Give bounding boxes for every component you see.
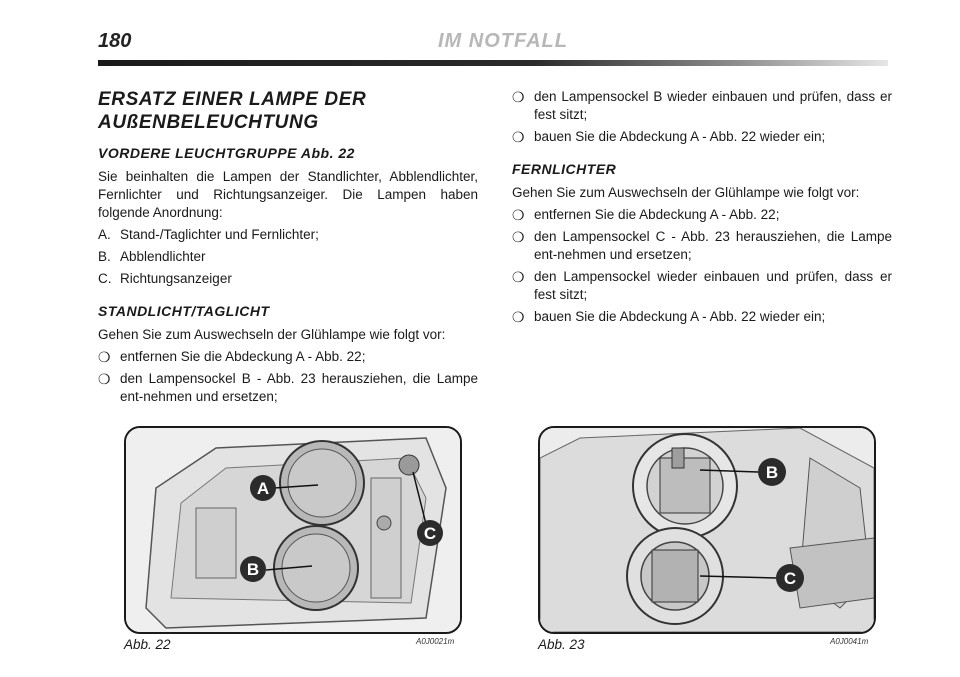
subheading-fernlichter: FERNLICHTER: [512, 161, 617, 177]
lamp-letter: A.: [98, 227, 111, 242]
bullet-icon: ❍: [512, 129, 525, 145]
callout-b: B: [246, 560, 260, 579]
lamp-letter: B.: [98, 249, 111, 264]
figure-abb-23: [538, 426, 876, 634]
page-heading: ERSATZ EINER LAMPE DER AUßENBELEUCHTUNG: [98, 89, 367, 133]
step-item: [512, 88, 892, 124]
step-item: [512, 228, 892, 264]
callout-c: C: [783, 569, 797, 588]
step-text: den Lampensockel C - Abb. 23 herausziehen, die Lampe ent-nehmen und ersetzen;: [534, 229, 892, 262]
header-rule: [98, 60, 888, 66]
figure-abb-22: [124, 426, 462, 634]
bullet-icon: ❍: [512, 309, 525, 325]
step-item: [512, 268, 892, 304]
step-text: entfernen Sie die Abdeckung A - Abb. 22;: [120, 349, 366, 364]
left-column: [98, 88, 478, 410]
headlamp-rear-illustration: [126, 428, 460, 632]
lamp-list-item: [98, 248, 478, 266]
section-title: IM NOTFALL: [438, 30, 568, 52]
bullet-icon: ❍: [512, 89, 525, 105]
figure-caption: Abb. 22: [124, 637, 171, 652]
step-item: [512, 128, 892, 146]
step-item: [98, 370, 478, 406]
lamp-text: Stand-/Taglichter und Fernlichter;: [120, 227, 319, 242]
bullet-icon: ❍: [98, 371, 111, 387]
figure-caption: Abb. 23: [538, 637, 585, 652]
lamp-text: Abblendlichter: [120, 249, 206, 264]
subheading-standlicht: STANDLICHT/TAGLICHT: [98, 303, 270, 319]
page-number: 180: [98, 30, 132, 52]
lamp-text: Richtungsanzeiger: [120, 271, 232, 286]
step-item: [512, 308, 892, 326]
lamp-list-item: [98, 270, 478, 288]
bullet-icon: ❍: [512, 229, 525, 245]
figure-code: A0J0021m: [416, 637, 455, 646]
step-text: den Lampensockel B wieder einbauen und prüfen, dass er fest sitzt;: [534, 89, 892, 122]
standlicht-intro: Gehen Sie zum Auswechseln der Glühlampe wie folgt vor:: [98, 327, 446, 342]
step-item: [512, 206, 892, 224]
callout-a: A: [256, 479, 270, 498]
fernlichter-intro: Gehen Sie zum Auswechseln der Glühlampe wie folgt vor:: [512, 185, 860, 200]
figure-code: A0J0041m: [830, 637, 869, 646]
lamp-socket-illustration: [540, 428, 874, 632]
subheading-front-light-group: VORDERE LEUCHTGRUPPE Abb. 22: [98, 145, 355, 161]
step-text: bauen Sie die Abdeckung A - Abb. 22 wieder ein;: [534, 309, 826, 324]
step-text: bauen Sie die Abdeckung A - Abb. 22 wieder ein;: [534, 129, 826, 144]
bullet-icon: ❍: [98, 349, 111, 365]
bullet-icon: ❍: [512, 207, 525, 223]
right-column: [512, 88, 892, 330]
step-text: entfernen Sie die Abdeckung A - Abb. 22;: [534, 207, 780, 222]
callout-c: C: [423, 524, 437, 543]
step-text: den Lampensockel wieder einbauen und prüfen, dass er fest sitzt;: [534, 269, 892, 302]
lamp-letter: C.: [98, 271, 112, 286]
step-text: den Lampensockel B - Abb. 23 herausziehen, die Lampe ent-nehmen und ersetzen;: [120, 371, 478, 404]
lamp-list-item: [98, 226, 478, 244]
bullet-icon: ❍: [512, 269, 525, 285]
intro-paragraph: Sie beinhalten die Lampen der Standlichter, Abblendlichter, Fernlichter und Richtungsanzeiger. Die Lampen haben folgende Anordnung:: [98, 169, 478, 220]
callout-b: B: [765, 463, 779, 482]
step-item: [98, 348, 478, 366]
